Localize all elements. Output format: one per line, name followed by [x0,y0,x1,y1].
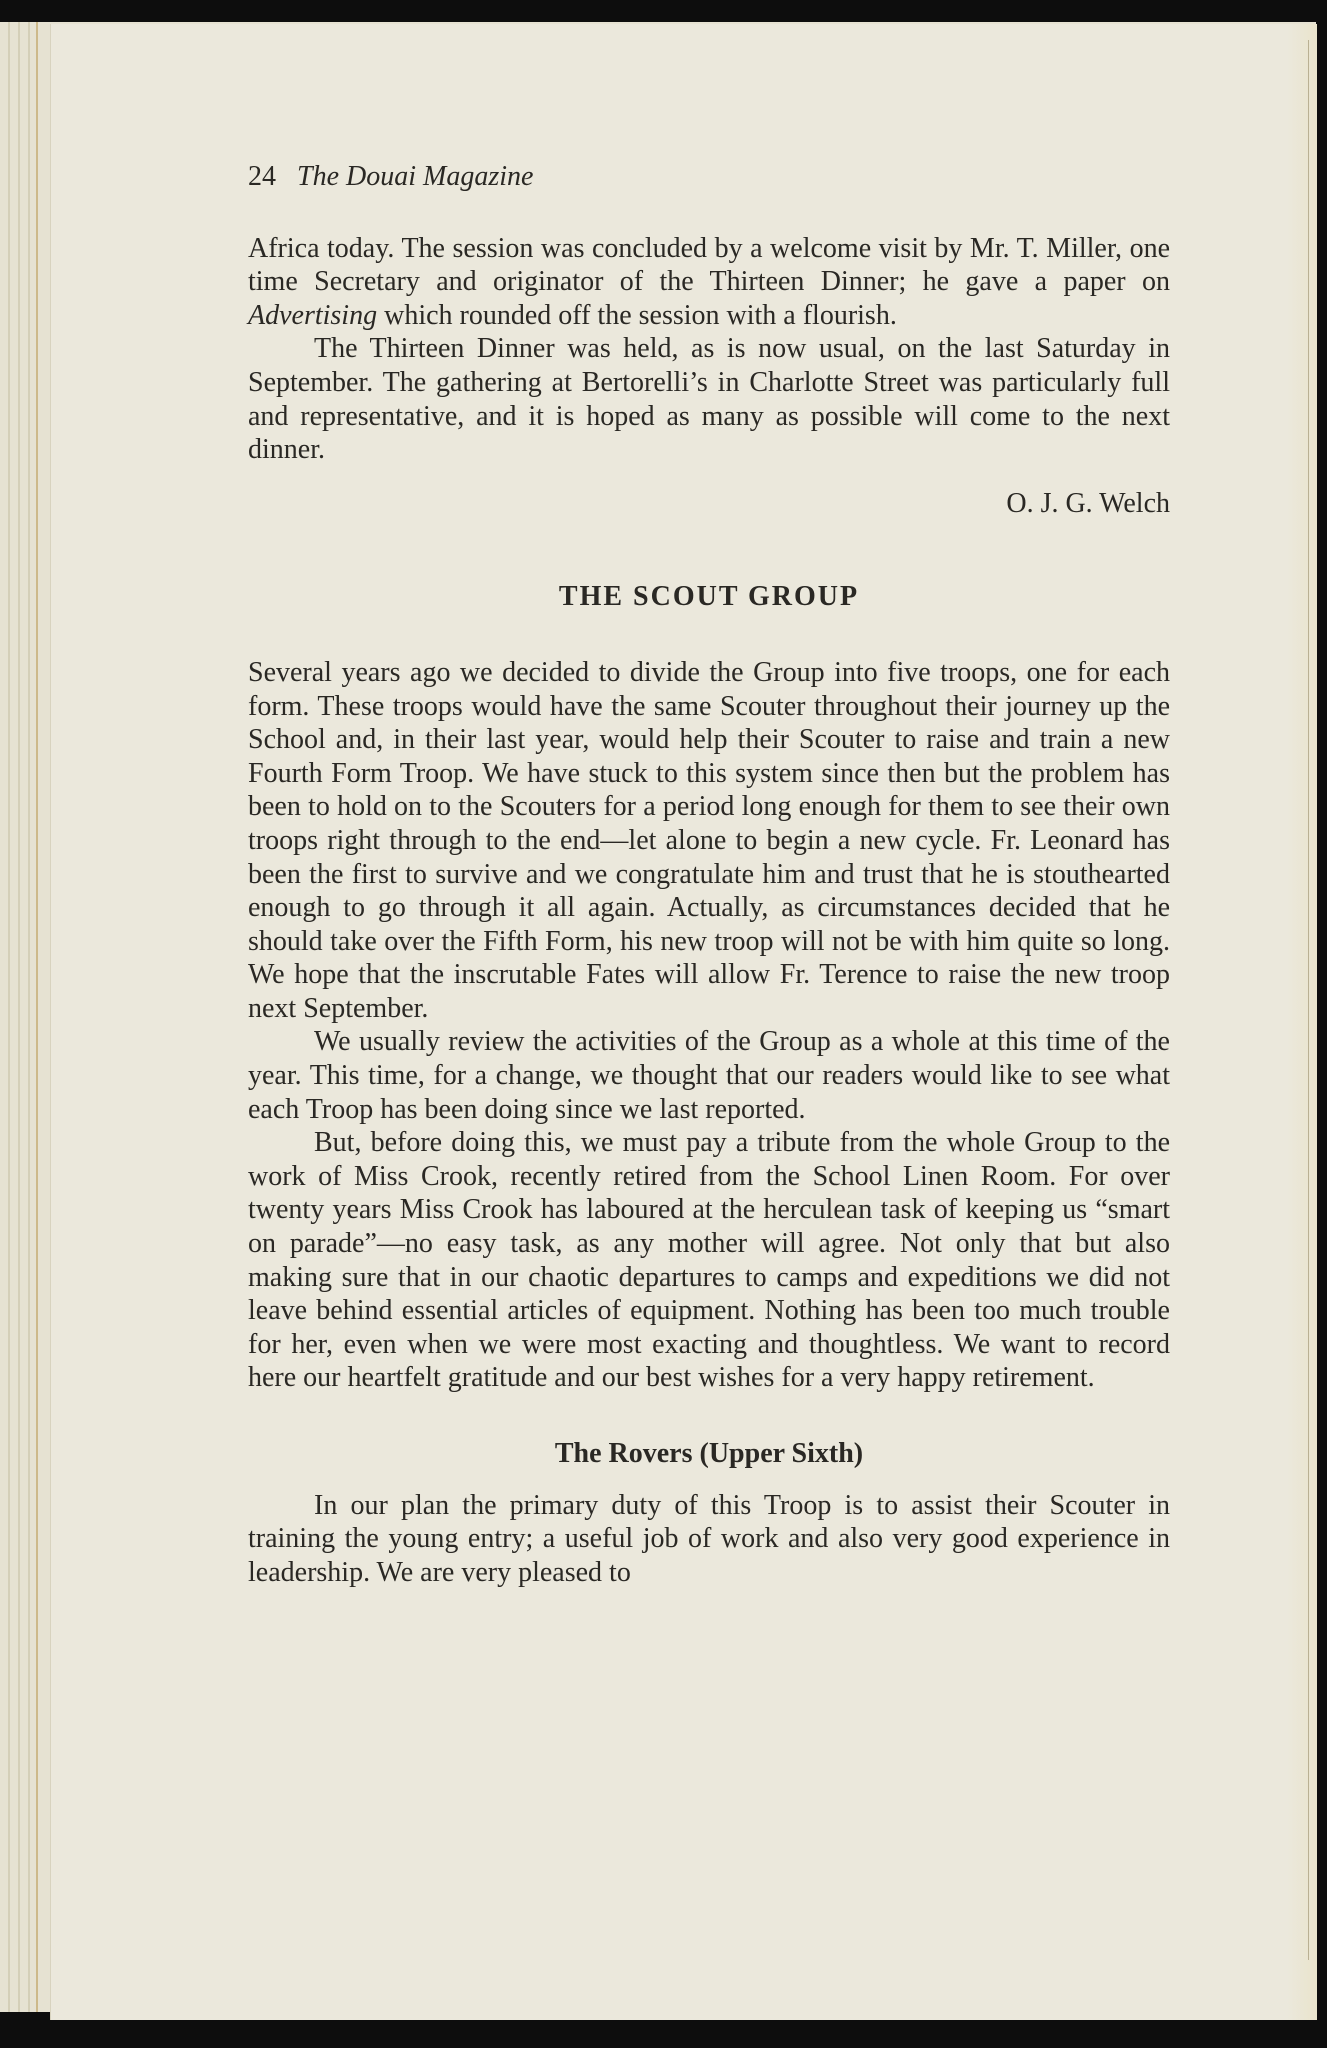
section-heading: THE SCOUT GROUP [558,581,860,613]
page-number: 24 [248,161,276,192]
subsection-heading: The Rovers (Upper Sixth) [554,1438,864,1469]
body-paragraph: But, before doing this, we must pay a tribute from the whole Group to the work of Miss Crook, recently retired from the School Linen Room. For over twenty years Miss Crook has laboured at the herculean task of keeping us “smart on parade”—no easy task, as any mother will agree. Not only that but also making sure that in our chaotic departures to camps and expeditions we did not leave behind essential articles of equipment. Nothing has been too much trouble for her, even when we were most exacting and thoughtless. We want to record here our heartfelt gratitude and our best wishes for a very happy retirement. [248,1127,1170,1394]
text-run: Africa today. The session was concluded by a welcome visit by Mr. T. Miller, one time Secretary and originator of the Thirteen Dinner; he gave a paper on [248,232,1170,298]
page-edge-line [28,22,30,2012]
page-edge-line [18,22,20,2012]
intro-paragraph: The Thirteen Dinner was held, as is now usual, on the last Saturday in September. The gathering at Bertorelli’s in Charlotte Street was particularly full and representative, and it is hoped as many as possible will come to the next dinner. [248,333,1170,466]
page-content [248,160,1170,1589]
page-edge-line [8,22,10,2012]
running-head [248,160,1170,194]
page-right-edge [1308,40,1309,1960]
body-paragraph: Several years ago we decided to divide the Group into five troops, one for each form. These troops would have the same Scouter throughout their journey up the School and, in their last year, would help their Scouter to raise and train a new Fourth Form Troop. We have stuck to this system since then but the problem has been to hold on to the Scouters for a period long enough for them to see their own troops right through to the end—let alone to begin a new cycle. Fr. Leonard has been the first to survive and we congratulate him and trust that he is stouthearted enough to go through it all again. Actually, as circumstances decided that he should take over the Fifth Form, his new troop will not be with him quite so long. We hope that the inscrutable Fates will allow Fr. Terence to raise the new troop next September. [248,656,1170,1024]
intro-paragraph [248,232,1170,333]
body-paragraph: In our plan the primary duty of this Troop is to assist their Scouter in training the young entry; a useful job of work and also very good experience in leadership. We are very pleased to [248,1489,1170,1588]
italic-title: Advertising [248,299,378,331]
body-paragraph: We usually review the activities of the Group as a whole at this time of the year. This time, for a change, we thought that our readers would like to see what each Troop has been doing since we last reported. [248,1026,1170,1125]
page-edge-line [36,22,38,2012]
text-run: which rounded off the session with a flourish. [377,299,897,331]
author-signature: O. J. G. Welch [1006,487,1170,519]
publication-title: The Douai Magazine [297,161,534,192]
